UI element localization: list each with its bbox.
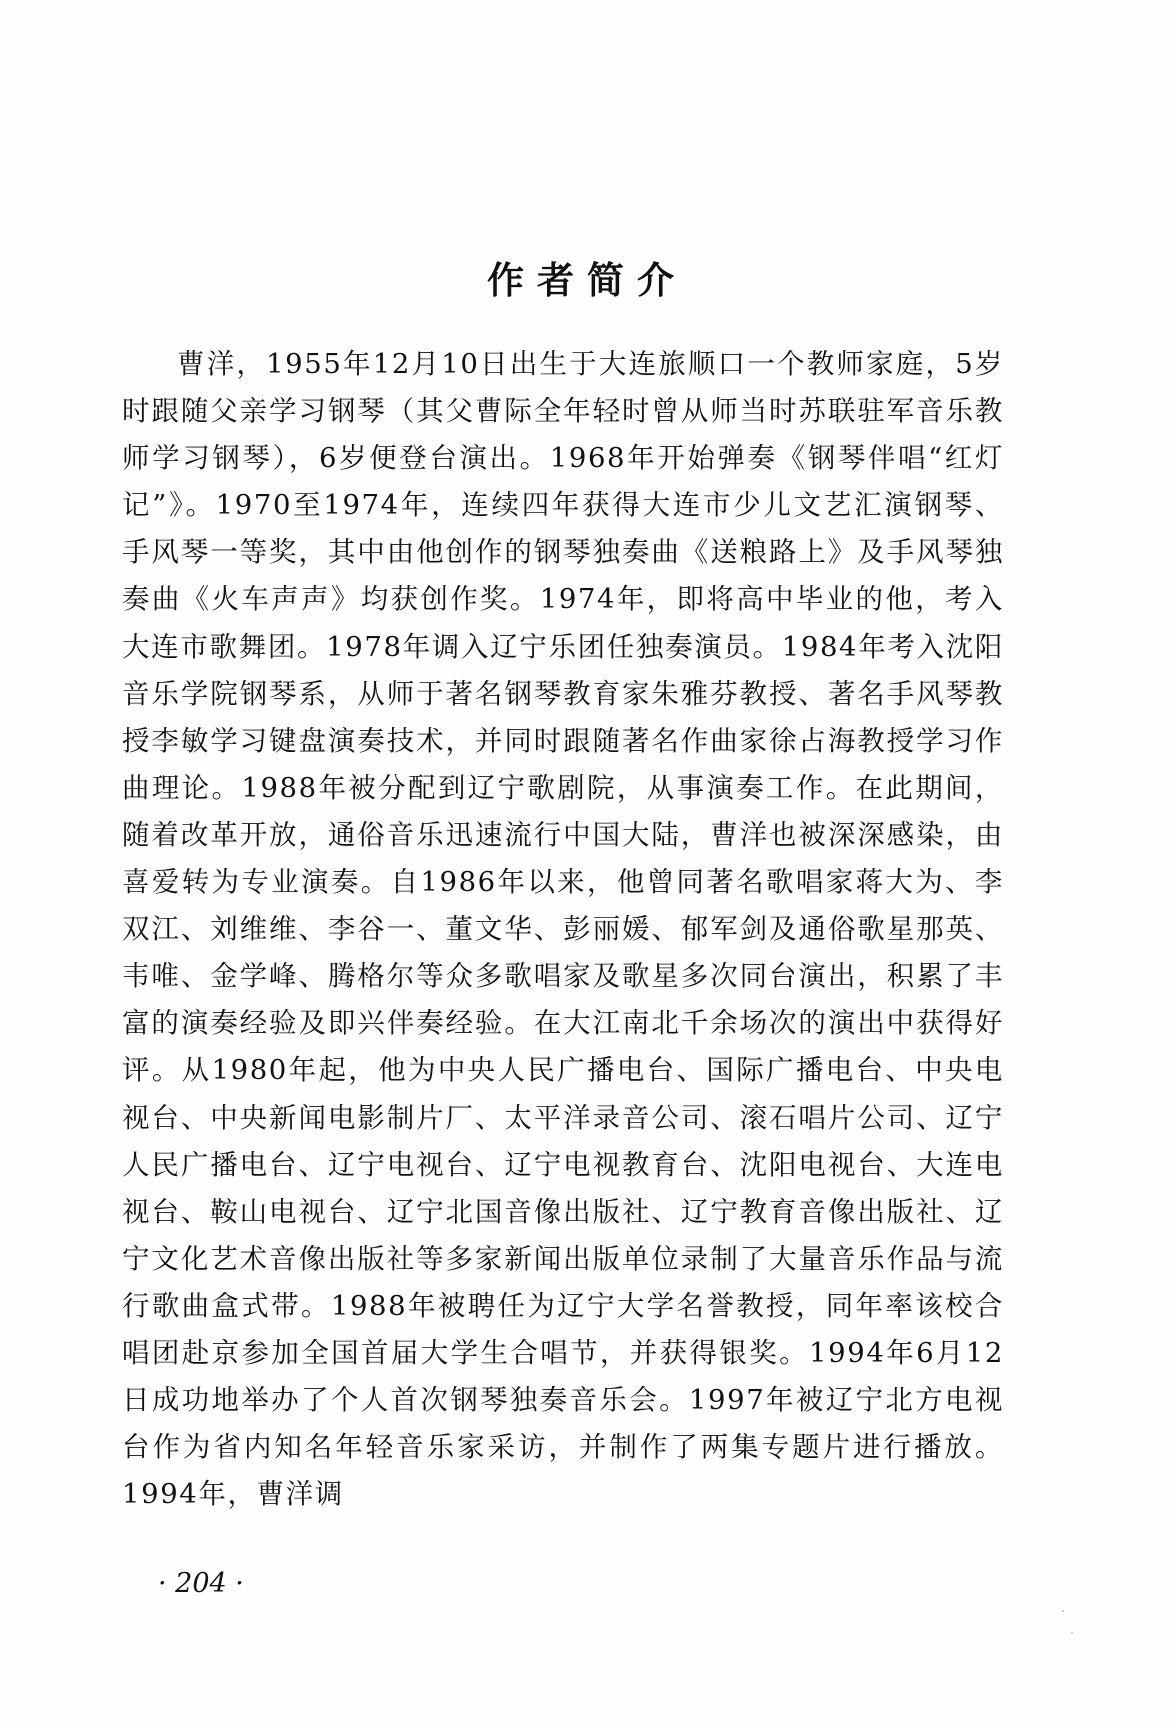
page-number: · 204 · bbox=[158, 1568, 244, 1599]
scan-speck bbox=[1071, 1632, 1073, 1634]
author-biography-text: 曹洋，1955年12月10日出生于大连旅顺口一个教师家庭，5岁时跟随父亲学习钢琴（其父曹际全年轻时曾从师当时苏联驻军音乐教师学习钢琴），6岁便登台演出。1968年开始弹奏《钢琴伴唱“红灯记”》。1970至1974年，连续四年获得大连市少儿文艺汇演钢琴、手风琴一等奖，其中由他创作的钢琴独奏曲《送粮路上》及手风琴独奏曲《火车声声》均获创作奖。1974年，即将高中毕业的他，考入大连市歌舞团。1978年调入辽宁乐团任独奏演员。1984年考入沈阳音乐学院钢琴系，从师于著名钢琴教育家朱雅芬教授、著名手风琴教授李敏学习键盘演奏技术，并同时跟随著名作曲家徐占海教授学习作曲理论。1988年被分配到辽宁歌剧院，从事演奏工作。在此期间，随着改革开放，通俗音乐迅速流行中国大陆，曹洋也被深深感染，由喜爱转为专业演奏。自1986年以来，他曾同著名歌唱家蒋大为、李双江、刘维维、李谷一、董文华、彭丽媛、郁军剑及通俗歌星那英、韦唯、金学峰、腾格尔等众多歌唱家及歌星多次同台演出，积累了丰富的演奏经验及即兴伴奏经验。在大江南北千余场次的演出中获得好评。从1980年起，他为中央人民广播电台、国际广播电台、中央电视台、中央新闻电影制片厂、太平洋录音公司、滚石唱片公司、辽宁人民广播电台、辽宁电视台、辽宁电视教育台、沈阳电视台、大连电视台、鞍山电视台、辽宁北国音像出版社、辽宁教育音像出版社、辽宁文化艺术音像出版社等多家新闻出版单位录制了大量音乐作品与流行歌曲盒式带。1988年被聘任为辽宁大学名誉教授，同年率该校合唱团赴京参加全国首届大学生合唱节，并获得银奖。1994年6月12日成功地举办了个人首次钢琴独奏音乐会。1997年被辽宁北方电视台作为省内知名年轻音乐家采访，并制作了两集专题片进行播放。1994年，曹洋调 bbox=[122, 348, 1004, 1511]
scan-speck bbox=[1062, 1610, 1064, 1612]
page-title: 作者简介 bbox=[487, 259, 687, 302]
